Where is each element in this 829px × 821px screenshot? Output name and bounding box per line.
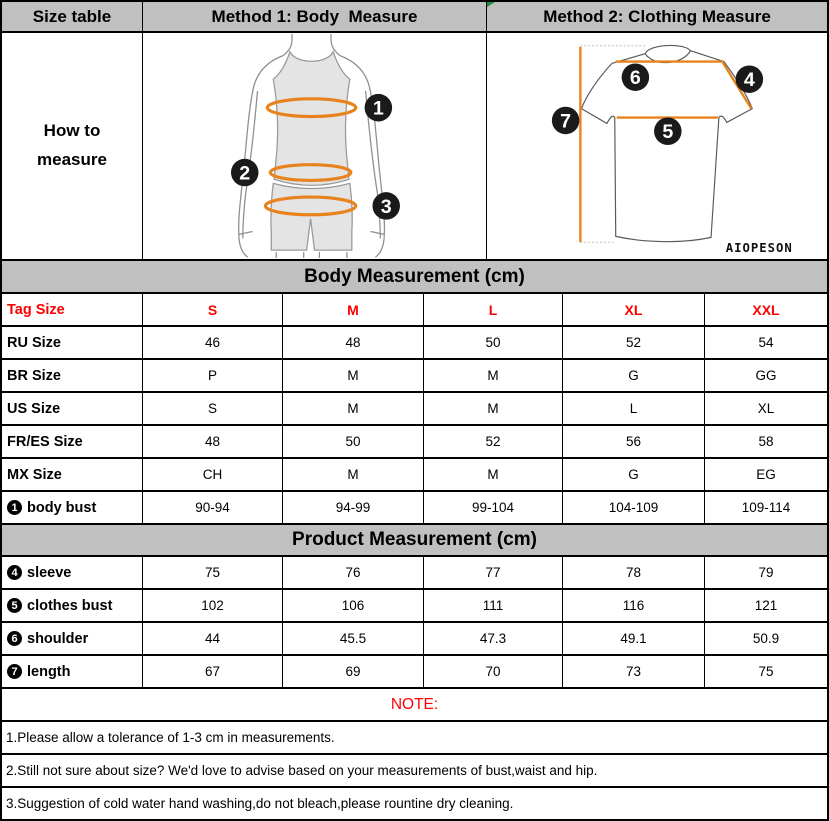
cell-value: 44 bbox=[143, 623, 283, 654]
cell-value: M bbox=[283, 459, 424, 490]
cell-value: 109-114 bbox=[741, 500, 791, 515]
cell-value: 49.1 bbox=[563, 623, 705, 654]
note-title: NOTE: bbox=[2, 689, 827, 722]
chest-marker-number: 5 bbox=[662, 121, 674, 144]
body-measure-diagram bbox=[143, 33, 487, 259]
waist-marker-number: 2 bbox=[239, 162, 251, 185]
row-label: FR/ES Size bbox=[2, 426, 143, 457]
cell-value: S bbox=[143, 393, 283, 424]
cell-corner-flag-icon bbox=[487, 2, 495, 7]
cell-value: 121 bbox=[754, 598, 778, 613]
cell-value: P bbox=[143, 360, 283, 391]
cell-value: 67 bbox=[143, 656, 283, 687]
row-label: RU Size bbox=[2, 327, 143, 358]
tshirt-illustration bbox=[488, 34, 826, 258]
size-table-label: Size table bbox=[32, 6, 112, 26]
length-marker-number: 7 bbox=[560, 110, 572, 133]
cell-value: GG bbox=[755, 368, 777, 383]
size-s: S bbox=[143, 294, 283, 325]
cell-value: CH bbox=[143, 459, 283, 490]
cell-value: 48 bbox=[283, 327, 424, 358]
cell-value: G bbox=[563, 360, 705, 391]
cell-value: 90-94 bbox=[143, 492, 283, 523]
cell-value: 76 bbox=[283, 557, 424, 588]
table-row-sleeve bbox=[2, 557, 827, 590]
cell-value: 48 bbox=[143, 426, 283, 457]
row-label: Tag Size bbox=[2, 294, 143, 325]
cell-value: 50.9 bbox=[752, 631, 780, 646]
row-label-text: clothes bust bbox=[27, 597, 113, 614]
note-item-2: 2.Still not sure about size? We'd love to advise based on your measurements of bust,waist and hip. bbox=[2, 755, 827, 788]
cell-value: 70 bbox=[424, 656, 563, 687]
hip-marker-number: 3 bbox=[380, 195, 392, 218]
cell-value: 75 bbox=[758, 664, 774, 679]
row-label-text: length bbox=[27, 663, 71, 680]
size-xxl: XXL bbox=[752, 301, 780, 318]
row-label: US Size bbox=[2, 393, 143, 424]
cell-value: 104-109 bbox=[563, 492, 705, 523]
cell-value: 52 bbox=[424, 426, 563, 457]
row-label-text: body bust bbox=[27, 499, 97, 516]
sleeve-marker-number: 4 bbox=[743, 69, 755, 92]
cell-value: G bbox=[563, 459, 705, 490]
row-label bbox=[2, 492, 143, 523]
cell-value: M bbox=[424, 360, 563, 391]
tag-size-row bbox=[2, 294, 827, 327]
size-xl: XL bbox=[563, 294, 705, 325]
cell-value: 50 bbox=[424, 327, 563, 358]
row-label: MX Size bbox=[2, 459, 143, 490]
cell-value: EG bbox=[756, 467, 776, 482]
cell-value: 73 bbox=[563, 656, 705, 687]
table-row-us-size bbox=[2, 393, 827, 426]
table-row-ru-size bbox=[2, 327, 827, 360]
note-item-1: 1.Please allow a tolerance of 1-3 cm in measurements. bbox=[2, 722, 827, 755]
cell-value: 94-99 bbox=[283, 492, 424, 523]
cell-value: M bbox=[283, 393, 424, 424]
header-row bbox=[2, 2, 827, 33]
size-m: M bbox=[283, 294, 424, 325]
shoulder-marker-number: 6 bbox=[629, 67, 641, 90]
cell-value: 102 bbox=[143, 590, 283, 621]
cell-value: 106 bbox=[283, 590, 424, 621]
header-method-1 bbox=[143, 2, 487, 31]
cell-value: 77 bbox=[424, 557, 563, 588]
method-1-label: Method 1: Body Measure bbox=[211, 6, 418, 26]
circled-number-icon: 6 bbox=[7, 631, 22, 646]
brand-text: AIOPESON bbox=[725, 241, 793, 256]
row-label bbox=[2, 656, 143, 687]
cell-value: 46 bbox=[143, 327, 283, 358]
circled-number-icon: 1 bbox=[7, 500, 22, 515]
row-label-text: sleeve bbox=[27, 564, 72, 581]
header-method-2 bbox=[487, 2, 827, 31]
cell-value: 75 bbox=[143, 557, 283, 588]
product-measurement-title: Product Measurement (cm) bbox=[2, 525, 827, 557]
table-row-br-size bbox=[2, 360, 827, 393]
method-2-label: Method 2: Clothing Measure bbox=[543, 6, 771, 26]
how-to-measure-label: How to measure bbox=[2, 33, 143, 259]
cell-value: L bbox=[563, 393, 705, 424]
circled-number-icon: 5 bbox=[7, 598, 22, 613]
header-size-table bbox=[2, 2, 143, 31]
circled-number-icon: 7 bbox=[7, 664, 22, 679]
row-label-text: shoulder bbox=[27, 630, 89, 647]
body-measurement-title: Body Measurement (cm) bbox=[2, 261, 827, 294]
cell-value: 116 bbox=[563, 590, 705, 621]
table-row-mx-size bbox=[2, 459, 827, 492]
row-label bbox=[2, 557, 143, 588]
cell-value: XL bbox=[757, 401, 775, 416]
table-row-shoulder bbox=[2, 623, 827, 656]
cell-value: 79 bbox=[758, 565, 774, 580]
cell-value: M bbox=[424, 393, 563, 424]
cell-value: 58 bbox=[758, 434, 774, 449]
cell-value: 47.3 bbox=[424, 623, 563, 654]
cell-value: 50 bbox=[283, 426, 424, 457]
row-label bbox=[2, 590, 143, 621]
table-row-body-bust bbox=[2, 492, 827, 525]
cell-value: 78 bbox=[563, 557, 705, 588]
cell-value: 52 bbox=[563, 327, 705, 358]
cell-value: M bbox=[283, 360, 424, 391]
cell-value: 45.5 bbox=[283, 623, 424, 654]
table-row-clothes-bust bbox=[2, 590, 827, 623]
table-row-fres-size bbox=[2, 426, 827, 459]
row-label bbox=[2, 623, 143, 654]
row-label: BR Size bbox=[2, 360, 143, 391]
note-item-3: 3.Suggestion of cold water hand washing,do not bleach,please rountine dry cleaning. bbox=[6, 796, 514, 811]
cell-value: M bbox=[424, 459, 563, 490]
cell-value: 99-104 bbox=[424, 492, 563, 523]
bust-marker-number: 1 bbox=[372, 97, 384, 120]
cell-value: 54 bbox=[758, 335, 774, 350]
how-to-measure-row bbox=[2, 33, 827, 261]
cell-value: 56 bbox=[563, 426, 705, 457]
clothing-measure-diagram bbox=[487, 33, 827, 259]
cell-value: 111 bbox=[424, 590, 563, 621]
body-figure-illustration bbox=[144, 34, 485, 258]
circled-number-icon: 4 bbox=[7, 565, 22, 580]
size-l: L bbox=[424, 294, 563, 325]
table-row-length bbox=[2, 656, 827, 689]
cell-value: 69 bbox=[283, 656, 424, 687]
